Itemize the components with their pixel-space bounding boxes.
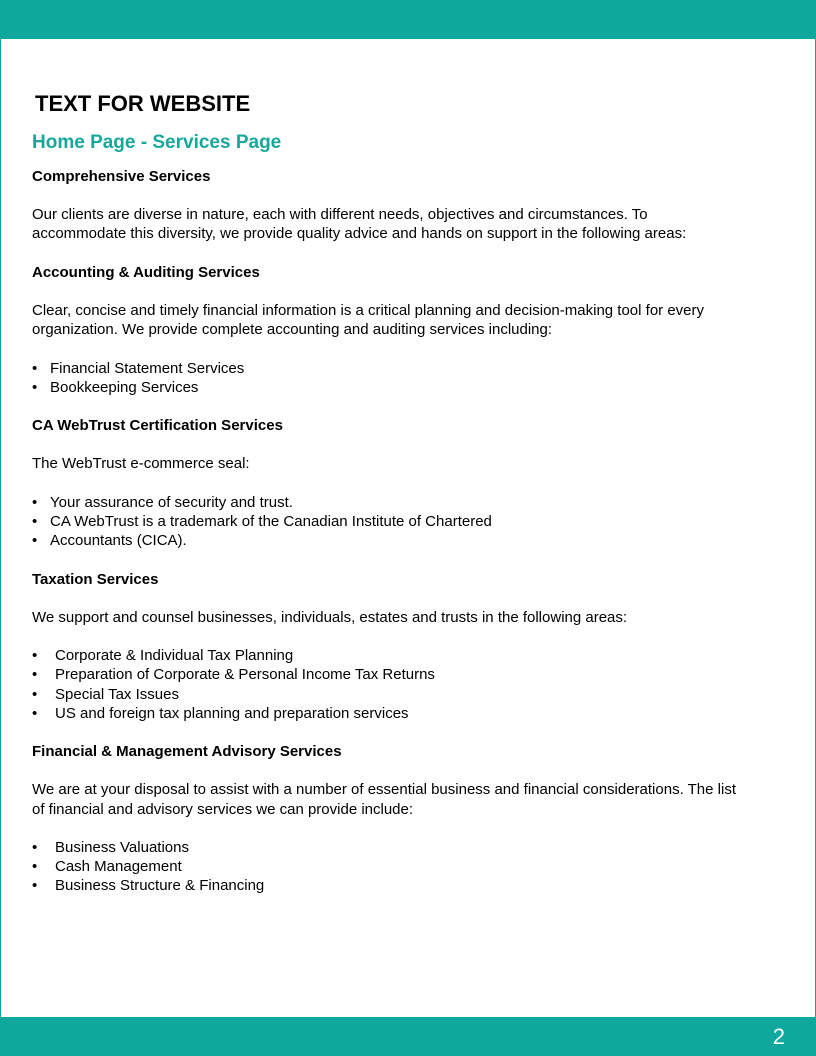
bullet-icon: • xyxy=(32,493,38,511)
list-item xyxy=(32,857,792,876)
bullet-icon: • xyxy=(32,647,38,665)
spacer xyxy=(32,397,792,416)
spacer xyxy=(32,186,792,205)
section-heading-taxation: Taxation Services xyxy=(32,570,159,588)
footer-bar xyxy=(0,1017,816,1056)
taxation-services-list xyxy=(32,646,792,723)
spacer xyxy=(32,435,792,454)
section-heading-accounting: Accounting & Auditing Services xyxy=(32,263,260,281)
list-item xyxy=(32,359,792,378)
paragraph-line: organization. We provide complete accounting and auditing services including: xyxy=(32,321,553,339)
list-item-text: Cash Management xyxy=(55,858,182,876)
paragraph-line: The WebTrust e-commerce seal: xyxy=(32,455,250,473)
webtrust-list xyxy=(32,493,792,551)
bullet-icon: • xyxy=(32,666,38,684)
paragraph-line: Our clients are diverse in nature, each with different needs, objectives and circumstances. To xyxy=(32,206,648,224)
accounting-services-list xyxy=(32,359,792,397)
bullet-icon: • xyxy=(32,858,38,876)
bullet-icon: • xyxy=(32,685,38,703)
spacer xyxy=(32,550,792,569)
list-item xyxy=(32,646,792,665)
paragraph-line: We are at your disposal to assist with a number of essential business and financial considerations. The list xyxy=(32,781,736,799)
section-heading-webtrust: CA WebTrust Certification Services xyxy=(32,417,283,435)
list-item-text: Preparation of Corporate & Personal Income Tax Returns xyxy=(55,666,435,684)
list-item-text: Your assurance of security and trust. xyxy=(50,493,293,511)
list-item xyxy=(32,378,792,397)
bullet-icon: • xyxy=(32,532,38,550)
list-item-text: Corporate & Individual Tax Planning xyxy=(55,647,294,665)
spacer xyxy=(32,474,792,493)
list-item xyxy=(32,704,792,723)
list-item-text: CA WebTrust is a trademark of the Canadian Institute of Chartered xyxy=(50,512,492,530)
list-item xyxy=(32,512,792,531)
list-item xyxy=(32,665,792,684)
bullet-icon: • xyxy=(32,512,38,530)
list-item-text: US and foreign tax planning and preparation services xyxy=(55,704,409,722)
spacer xyxy=(32,723,792,742)
page-subtitle: Home Page - Services Page xyxy=(32,132,282,153)
paragraph-line: We support and counsel businesses, individuals, estates and trusts in the following areas: xyxy=(32,608,628,626)
spacer xyxy=(32,761,792,780)
list-item-text: Accountants (CICA). xyxy=(50,532,187,550)
spacer xyxy=(32,339,792,358)
list-item-text: Special Tax Issues xyxy=(55,685,179,703)
advisory-services-list xyxy=(32,838,792,896)
document-body xyxy=(32,130,792,896)
list-item-text: Business Valuations xyxy=(55,838,189,856)
list-item-text: Bookkeeping Services xyxy=(50,378,199,396)
spacer xyxy=(32,244,792,263)
paragraph-line: of financial and advisory services we can provide include: xyxy=(32,800,414,818)
header-bar xyxy=(0,0,816,39)
bullet-icon: • xyxy=(32,877,38,895)
spacer xyxy=(32,282,792,301)
spacer xyxy=(32,819,792,838)
list-item xyxy=(32,685,792,704)
list-item xyxy=(32,531,792,550)
list-item-text: Business Structure & Financing xyxy=(55,877,265,895)
list-item xyxy=(32,876,792,895)
list-item xyxy=(32,838,792,857)
list-item xyxy=(32,493,792,512)
bullet-icon: • xyxy=(32,378,38,396)
bullet-icon: • xyxy=(32,838,38,856)
document-title: TEXT FOR WEBSITE xyxy=(35,91,251,116)
list-item-text: Financial Statement Services xyxy=(50,359,245,377)
bullet-icon: • xyxy=(32,359,38,377)
section-heading-advisory: Financial & Management Advisory Services xyxy=(32,743,342,761)
page-number: 2 xyxy=(772,1024,785,1049)
section-heading-comprehensive: Comprehensive Services xyxy=(32,168,211,185)
paragraph-line: accommodate this diversity, we provide quality advice and hands on support in the following areas: xyxy=(32,225,687,243)
bullet-icon: • xyxy=(32,704,38,722)
spacer xyxy=(32,627,792,646)
spacer xyxy=(32,589,792,608)
paragraph-line: Clear, concise and timely financial information is a critical planning and decision-making tool for every xyxy=(32,301,704,319)
